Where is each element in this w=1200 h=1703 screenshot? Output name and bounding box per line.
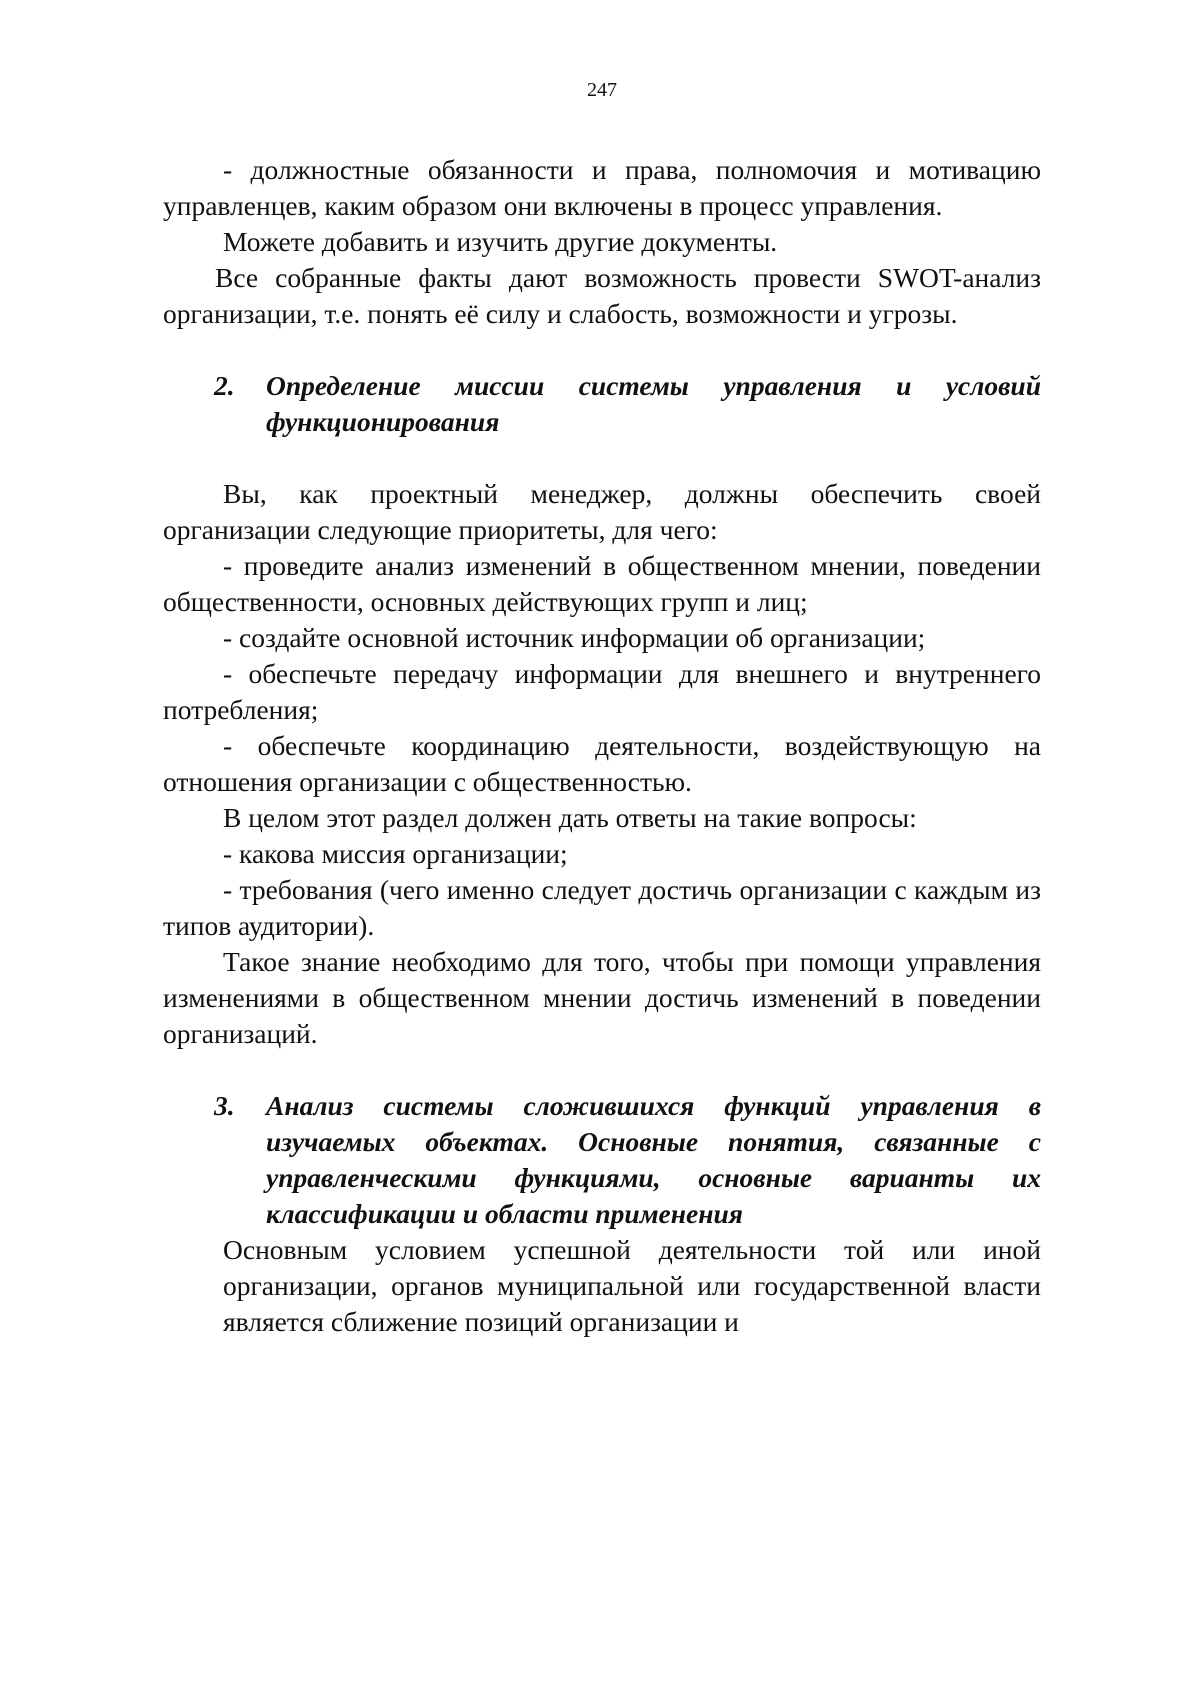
page-number: 247	[587, 79, 617, 101]
list-item-mission: - какова миссия организации;	[223, 838, 568, 869]
paragraph-add-documents: Можете добавить и изучить другие документы.	[223, 226, 778, 257]
list-item-coordination: - обеспечьте координацию деятельности, воздействующую на отношения организации с общественностью.	[163, 730, 1041, 797]
section-3-title: Анализ системы сложившихся функций управления в изучаемых объектах. Основные понятия, связанные с управленческими функциями, основные варианты их классификации и области применения	[266, 1090, 1041, 1229]
paragraph-knowledge: Такое знание необходимо для того, чтобы при помощи управления изменениями в общественном мнении достичь изменений в поведении организаций.	[163, 946, 1041, 1049]
section-3-heading	[163, 1088, 1041, 1232]
section-2-title: Определение миссии системы управления и условий функционирования	[266, 370, 1041, 437]
paragraph-main-condition: Основным условием успешной деятельности той или иной организации, органов муниципальной или государственной власти является сближение позиций организации и	[223, 1234, 1041, 1337]
paragraph-questions: В целом этот раздел должен дать ответы на такие вопросы:	[223, 802, 917, 833]
section-2-number: 2.	[214, 370, 235, 401]
list-item-analysis: - проведите анализ изменений в общественном мнении, поведении общественности, основных действующих групп и лиц;	[163, 550, 1041, 617]
document-page	[163, 78, 1041, 1340]
list-item-transfer: - обеспечьте передачу информации для внешнего и внутреннего потребления;	[163, 658, 1041, 725]
section-3-number: 3.	[214, 1090, 235, 1121]
section-2-heading	[163, 368, 1041, 440]
paragraph-duties: - должностные обязанности и права, полномочия и мотивацию управленцев, каким образом они включены в процесс управления.	[163, 154, 1041, 221]
list-item-requirements: - требования (чего именно следует достичь организации с каждым из типов аудитории).	[163, 874, 1041, 941]
paragraph-priorities: Вы, как проектный менеджер, должны обеспечить своей организации следующие приоритеты, для чего:	[163, 478, 1041, 545]
list-item-source: - создайте основной источник информации об организации;	[223, 622, 926, 653]
paragraph-swot: Все собранные факты дают возможность провести SWOT-анализ организации, т.е. понять её силу и слабость, возможности и угрозы.	[163, 262, 1041, 329]
